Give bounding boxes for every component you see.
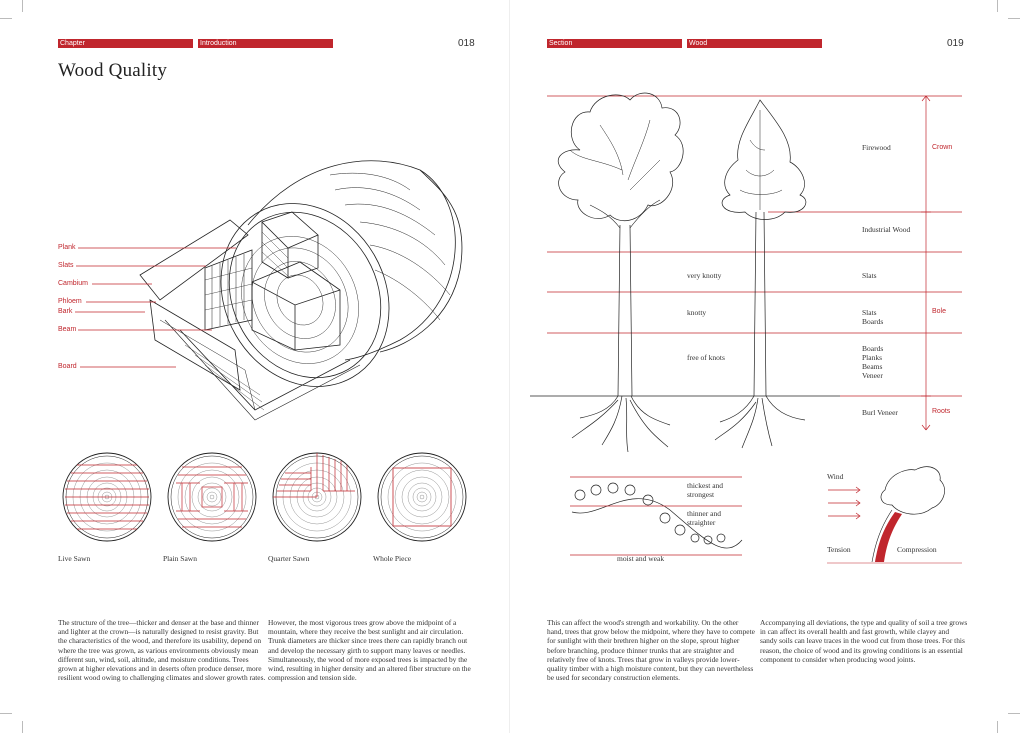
slope-label-thickest: thickest and strongest — [687, 481, 724, 499]
use-industrial-wood: Industrial Wood — [862, 225, 911, 234]
quarter-sawn-diagram — [273, 453, 361, 541]
label-phloem: Phloem — [58, 298, 82, 305]
use-slats: Slats — [862, 271, 877, 280]
tension-label: Tension — [827, 545, 851, 554]
page-title: Wood Quality — [58, 60, 168, 81]
whole-piece-diagram — [378, 453, 466, 541]
use-burl-veneer: Burl Veneer — [862, 408, 898, 417]
slope-label-moist: moist and weak — [617, 554, 665, 563]
page-number-right: 019 — [947, 38, 964, 49]
section-tag: Section — [547, 39, 682, 48]
use-boards-planks: Boards Planks Beams Veneer — [862, 344, 884, 380]
section-name-tag: Wood — [687, 39, 822, 48]
label-beam: Beam — [58, 326, 77, 333]
label-plain-sawn: Plain Sawn — [163, 554, 197, 563]
label-plank: Plank — [58, 244, 76, 251]
knots-free: free of knots — [687, 353, 725, 362]
page-number-left: 018 — [458, 38, 475, 49]
label-slats: Slats — [58, 262, 74, 269]
body-text-left-col1: The structure of the tree—thicker and denser at the base and thinner and lighter at the crown—is naturally designed to resist gravity. But the characteristics of the wood, and therefore its usability, depend on where the tree was grown, as various environments obviously mean different sun, wind, soil, altitude, and moisture conditions. Trees grown at higher elevations and in deserts often produce denser, more resilient wood owing to challenging climates and slower growth rates. — [58, 618, 266, 683]
body-text-right-col1: This can affect the wood's strength and workability. On the other hand, trees that grow below the midpoint, where they have to compete for sunlight with their brethren higher on the slope, sprout higher before branching, produce thinner trunks that are straighter and relatively free of knots. Trees that grow in valleys provide lower-quality timber with a high moisture content, but they can nevertheless be used for secondary construction elements. — [547, 618, 755, 683]
label-bark: Bark — [58, 308, 73, 315]
label-live-sawn: Live Sawn — [58, 554, 91, 563]
plain-sawn-diagram — [168, 453, 256, 541]
wind-label: Wind — [827, 472, 844, 481]
label-cambium: Cambium — [58, 280, 88, 287]
chapter-tag: Chapter — [58, 39, 193, 48]
label-whole-piece: Whole Piece — [373, 554, 412, 563]
zone-crown: Crown — [932, 144, 953, 151]
use-firewood: Firewood — [862, 143, 891, 152]
slope-label-thinner: thinner and straighter — [687, 509, 721, 527]
zone-bole: Bole — [932, 308, 947, 315]
label-board: Board — [58, 363, 77, 370]
knots-very-knotty: very knotty — [687, 271, 722, 280]
knots-knotty: knotty — [687, 308, 707, 317]
chapter-name-tag: Introduction — [198, 39, 333, 48]
compression-label: Compression — [897, 545, 937, 554]
body-text-right-col2: Accompanying all deviations, the type and quality of soil a tree grows in can affect its overall health and fast growth, while clayey and sandy soils can leave traces in the wood cut from those trees. For this reason, the choice of wood and its growing conditions is an essential component to consider when producing wood joints. — [760, 618, 968, 664]
body-text-left-col2: However, the most vigorous trees grow above the midpoint of a mountain, where they receive the best sunlight and air circulation. Trunk diameters are thicker since trees there can rapidly branch out and develop the necessary girth to support many leaves or needles. Simultaneously, the wood of more exposed trees is impacted by the wind, resulting in higher density and an altered fiber structure on the compression and tension side. — [268, 618, 471, 683]
right-page — [510, 0, 1020, 733]
use-slats-boards: Slats Boards — [862, 308, 884, 326]
zone-roots: Roots — [932, 408, 951, 415]
label-quarter-sawn: Quarter Sawn — [268, 554, 310, 563]
live-sawn-diagram — [63, 453, 151, 541]
